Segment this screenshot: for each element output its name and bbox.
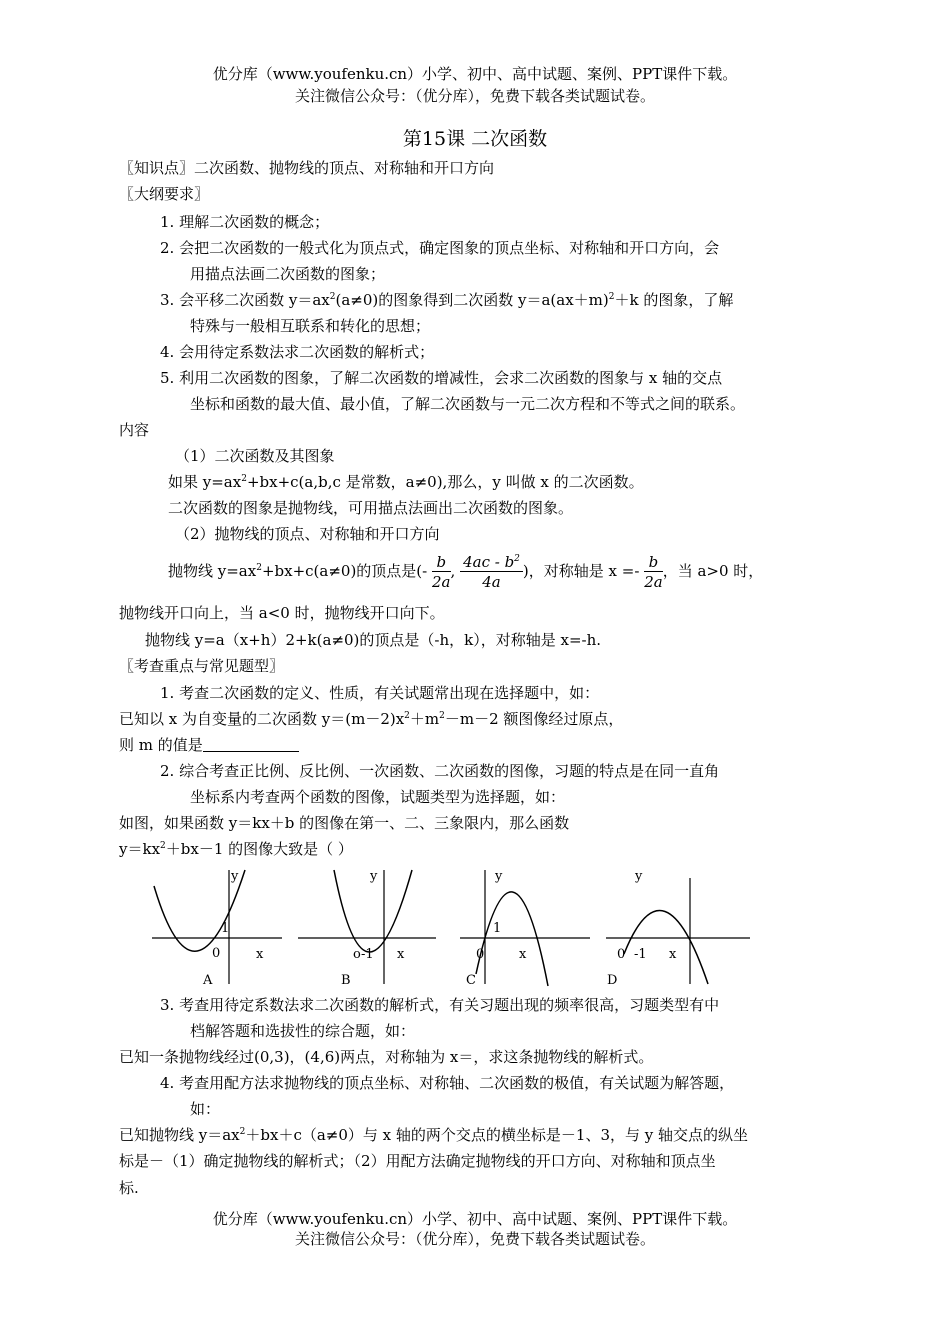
graph-option-a (150, 864, 290, 998)
outline-item-1: 1. 理解二次函数的概念； (160, 213, 330, 231)
origin-label: 0 (476, 947, 485, 962)
numerator (460, 553, 523, 572)
intercept-label: 1 (221, 921, 230, 936)
footer-line-1: 优分库（www.youfenku.cn）小学、初中、高中试题、案例、PPT课件下载。 (212, 1210, 738, 1228)
text: 已知以 x 为自变量的二次函数 y＝(m－2)x (119, 710, 405, 728)
exam-item-3b: 档解答题和选拔性的综合题，如： (190, 1022, 416, 1040)
content-para-4: 抛物线 y=a（x+h）2+k(a≠0)的顶点是（-h，k），对称轴是 x=-h. (145, 631, 602, 649)
option-label: D (607, 973, 618, 988)
denominator: 2a (644, 572, 663, 591)
text: 则 m 的值是 (119, 736, 203, 754)
y-axis-label: y (370, 869, 378, 884)
text: 如果 y=ax (168, 473, 242, 491)
text: y＝kx (119, 840, 161, 858)
exam-item-3a: 3. 考查用待定系数法求二次函数的解析式，有关习题出现的频率很高，习题类型有中 (160, 996, 720, 1014)
minus-one-label: -1 (361, 947, 374, 962)
text: ，对称轴是 x =- (528, 562, 640, 580)
knowledge-point: 〖知识点〗二次函数、抛物线的顶点、对称轴和开口方向 (119, 159, 495, 177)
exam-question-4b: 标是－（1）确定抛物线的解析式；（2）用配方法确定抛物线的开口方向、对称轴和顶点坐 (119, 1152, 716, 1170)
exam-question-1 (119, 709, 623, 729)
exam-item-2b: 坐标系内考查两个函数的图像，试题类型为选择题，如： (190, 788, 566, 806)
outline-item-3a (160, 290, 733, 310)
intercept-label: 1 (493, 921, 502, 936)
x-axis-label: x (256, 947, 264, 962)
text: ＋bx＋c（a≠0）与 x 轴的两个交点的横坐标是－1、3，与 y 轴交点的纵坐 (245, 1126, 749, 1144)
exam-item-1: 1. 考查二次函数的定义、性质，有关试题常出现在选择题中，如： (160, 684, 600, 702)
exam-heading: 〖考查重点与常见题型〗 (119, 657, 285, 675)
vertex-formula-line (168, 551, 763, 592)
exam-question-4a (119, 1125, 748, 1145)
superscript: 2 (329, 292, 336, 302)
text: ＋m (409, 710, 440, 728)
content-para-1 (168, 472, 644, 492)
footer-line-2: 关注微信公众号：（优分库），免费下载各类试题试卷。 (294, 1230, 655, 1248)
text: 抛物线 y=ax (168, 562, 257, 580)
exam-question-2a: 如图，如果函数 y＝kx＋b 的图像在第一、二、三象限内，那么函数 (119, 814, 570, 832)
outline-item-4: 4. 会用待定系数法求二次函数的解析式； (160, 343, 435, 361)
text: 3. 会平移二次函数 y＝ax (160, 291, 330, 309)
fraction-b-over-2a (432, 553, 451, 592)
y-axis-label: y (495, 869, 503, 884)
text: 已知抛物线 y＝ax (119, 1126, 240, 1144)
superscript: 2 (160, 841, 166, 851)
text: (a≠0)的图象得到二次函数 y＝a(ax＋m) (335, 291, 609, 309)
answer-blank[interactable] (203, 737, 299, 752)
x-axis-label: x (519, 947, 527, 962)
content-heading: 内容 (119, 421, 150, 439)
text: －m－2 额图像经过原点， (444, 710, 624, 728)
outline-item-5a: 5. 利用二次函数的图象，了解二次函数的增减性，会求二次函数的图象与 x 轴的交点 (160, 369, 723, 387)
fraction-axis (644, 553, 663, 592)
text: 4ac - b (463, 552, 515, 571)
outline-heading: 〖大纲要求〗 (119, 185, 210, 203)
graph-option-b (296, 864, 446, 998)
outline-item-3b: 特殊与一般相互联系和转化的思想； (190, 317, 431, 335)
superscript: 2 (239, 1127, 246, 1137)
outline-item-5b: 坐标和函数的最大值、最小值，了解二次函数与一元二次方程和不等式之间的联系。 (190, 395, 746, 413)
exam-item-2a: 2. 综合考查正比例、反比例、一次函数、二次函数的图像，习题的特点是在同一直角 (160, 762, 720, 780)
numerator: b (432, 553, 451, 572)
option-label: B (341, 973, 351, 988)
graph-option-d (604, 864, 754, 998)
exam-item-4a: 4. 考查用配方法求抛物线的顶点坐标、对称轴、二次函数的极值，有关试题为解答题， (160, 1074, 735, 1092)
option-label: A (203, 973, 213, 988)
text: ＋bx－1 的图像大致是（ ） (165, 840, 353, 858)
origin-label: 0 (617, 947, 626, 962)
x-axis-label: x (397, 947, 405, 962)
exam-question-2b (119, 839, 353, 859)
text: +bx+c(a,b,c 是常数，a≠0),那么，y 叫做 x 的二次函数。 (246, 473, 644, 491)
superscript: 2 (514, 553, 520, 564)
denominator: 2a (432, 572, 451, 591)
exam-question-1-blank (119, 735, 299, 755)
superscript: 2 (439, 711, 445, 721)
numerator: b (644, 553, 663, 572)
x-axis-label: x (669, 947, 677, 962)
graph-option-c (458, 864, 598, 998)
origin-label: o (353, 947, 361, 962)
content-section-1: （1）二次函数及其图象 (175, 447, 335, 465)
content-para-3: 抛物线开口向上，当 a<0 时，抛物线开口向下。 (119, 604, 445, 622)
header-line-2: 关注微信公众号：（优分库），免费下载各类试题试卷。 (294, 87, 655, 105)
minus-one-label: -1 (634, 947, 647, 962)
exam-question-4c: 标. (119, 1179, 139, 1197)
superscript: 2 (241, 474, 247, 484)
comma: , (450, 562, 456, 580)
y-axis-label: y (231, 869, 239, 884)
exam-question-3: 已知一条抛物线经过(0,3)，(4,6)两点，对称轴为 x＝，求这条抛物线的解析式。 (119, 1048, 654, 1066)
text: ，当 a>0 时， (662, 562, 764, 580)
fraction-4ac-b2-over-4a (460, 553, 523, 592)
superscript: 2 (404, 711, 410, 721)
text: +bx+c(a≠0)的顶点是(- (261, 562, 428, 580)
text: ＋k 的图象，了解 (614, 291, 734, 309)
y-axis-label: y (635, 869, 643, 884)
origin-label: 0 (212, 946, 221, 961)
superscript: 2 (256, 563, 262, 573)
content-para-2: 二次函数的图象是抛物线，可用描点法画出二次函数的图象。 (168, 499, 574, 517)
option-label: C (466, 973, 476, 988)
outline-item-2a: 2. 会把二次函数的一般式化为顶点式，确定图象的顶点坐标、对称轴和开口方向，会 (160, 239, 720, 257)
close-paren: ) (522, 562, 529, 580)
content-section-2: （2）抛物线的顶点、对称轴和开口方向 (175, 525, 440, 543)
denominator: 4a (482, 572, 501, 591)
exam-item-4b: 如： (190, 1100, 221, 1118)
header-line-1: 优分库（www.youfenku.cn）小学、初中、高中试题、案例、PPT课件下载。 (212, 65, 738, 83)
page-title: 第15课 二次函数 (402, 128, 548, 150)
outline-item-2b: 用描点法画二次函数的图象； (190, 265, 386, 283)
superscript: 2 (608, 292, 615, 302)
